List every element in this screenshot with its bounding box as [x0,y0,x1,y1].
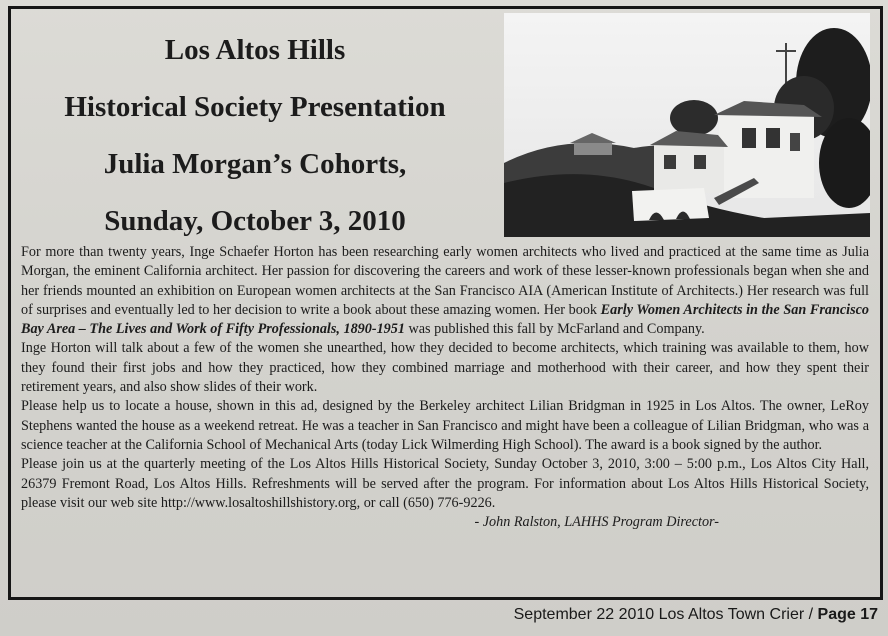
house-photo-image [504,13,870,237]
headline-line-1: Los Altos Hills [164,34,346,66]
paragraph-2: Inge Horton will talk about a few of the women she unearthed, how they decided to become architects, which training was available to them, how they found their first jobs and how they practiced, how they combined marriage and motherhood with their career, and how they spent their retirement years, and also show slides of their work. [21,340,869,396]
paragraph-3: Please help us to locate a house, shown in this ad, designed by the Berkeley architect Lilian Bridgman in 1925 in Los Altos. The owner, LeRoy Stephens wanted the house as a weekend retreat. He was a teacher in San Francisco and might have been a colleague of Lilian Bridgman, who was a science teacher at the California School of Mechanical Arts (today Lick Wilmerding High School). The award is a book signed by the author. [21,398,869,453]
signature: - John Ralston, LAHHS Program Director- [474,514,719,531]
page-footer [514,606,878,624]
article-body [21,243,869,532]
footer-paper: Los Altos Town Crier / [658,606,814,623]
footer-page-number: Page 17 [817,606,878,623]
book-title: Early Women Architects in the San Francisco Bay Area – The Lives and Work of Fifty Professionals, 1890-1951 [21,301,869,338]
headline-line-3: Julia Morgan’s Cohorts, [103,148,407,180]
paragraph-1-text-b: was published this fall by McFarland and Company. [404,321,705,338]
headline-line-2: Historical Society Presentation [64,91,446,123]
house-photo [504,13,870,237]
headline [20,22,490,250]
footer-date: September 22 2010 [513,606,655,623]
paragraph-1-text-a: For more than twenty years, Inge Schaefer Horton has been researching early women architects who lived and practiced at the same time as Julia Morgan, the eminent California architect. Her passion for discovering the careers and work of these lesser-known professionals began when she and her friends mounted an exhibition on European women architects at the San Francisco AIA (American Institute of Architects.) Her research was full of surprises and eventually led to her decision to write a book about these amazing women. Her book [21,244,869,318]
paragraph-4: Please join us at the quarterly meeting of the Los Altos Hills Historical Society, Sunday October 3, 2010, 3:00 – 5:00 p.m., Los Altos City Hall, 26379 Fremont Road, Los Altos Hills. Refreshments will be served after the program. For information about Los Altos Hills Historical Society, please visit our web site http://www.losaltoshillshistory.org, or call (650) 776-9226. [21,456,869,511]
paragraph-1 [21,243,869,339]
headline-line-4: Sunday, October 3, 2010 [104,205,406,237]
